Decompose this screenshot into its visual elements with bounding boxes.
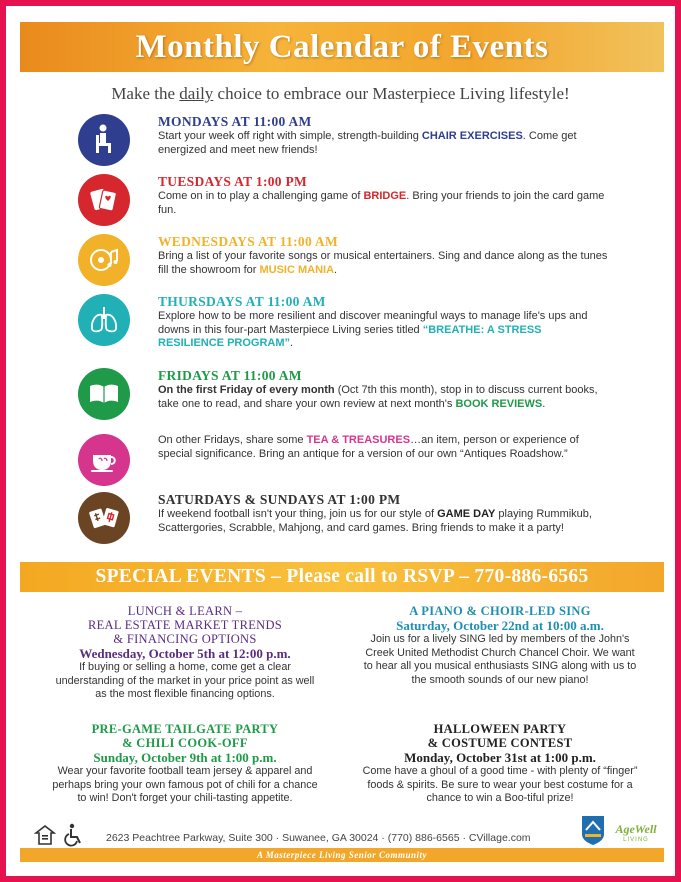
tagline-after: choice to embrace our Masterpiece Living lifestyle! [213,84,570,103]
title-line: PRE-GAME TAILGATE PARTY [91,722,279,736]
music-record-icon [78,234,130,286]
event-thursday [78,294,638,350]
playing-cards-icon [78,174,130,226]
event-body [158,310,608,351]
event-body-post: . [290,337,294,349]
special-event-piano-sing [360,604,640,687]
event-body [158,130,608,157]
event-heading: TUESDAYS AT 1:00 PM [158,174,308,189]
title-line: A PIANO & CHOIR-LED SING [409,604,591,618]
event-text [158,434,608,461]
event-monday [78,114,638,170]
event-body-pre: Start your week off right with simple, strength-building [158,130,422,142]
title-line: REAL ESTATE MARKET TRENDS [87,618,283,632]
special-event-body: Wear your favorite football team jersey & apparel and perhaps bring your own famous pot of chili for a chance to win! Don't forget your chili-tasting appetite. [52,765,318,804]
chair-exercise-icon [78,114,130,166]
event-highlight: TEA & TREASURES [306,434,411,446]
event-heading: MONDAYS AT 11:00 AM [158,114,312,129]
title-line: LUNCH & LEARN – [127,604,243,618]
special-event-date: Sunday, October 9th at 1:00 p.m. [93,750,277,765]
event-text [158,114,608,157]
special-event-date: Saturday, October 22nd at 10:00 a.m. [396,618,604,633]
special-event-body: Join us for a lively SING led by members of the John's Creek United Methodist Church Chancel Choir. We want to hear all you musical enthusiasts SING along with us to the smooth sounds of our new piano! [363,633,637,686]
event-body-pre: Explore how to be more resilient and discover meaningful ways to manage life's ups and downs in this four-part Masterpiece Living series titled [158,310,588,336]
wheelchair-accessible-icon [62,823,84,847]
event-highlight: “BREATHE: A STRESS RESILIENCE PROGRAM” [158,323,542,349]
event-friday [78,368,638,424]
special-event-title [50,604,320,646]
event-text [158,234,608,277]
flyer-page [6,6,675,876]
event-body-pre: (Oct 7th this month), stop in to discuss current books, take one to read, and share your own review at next month's [158,384,598,410]
title-line: HALLOWEEN PARTY [433,722,567,736]
event-heading: THURSDAYS AT 11:00 AM [158,294,326,309]
event-body [158,190,608,217]
special-event-lunch-learn [50,604,320,702]
mahjong-tiles-icon [78,492,130,544]
event-heading: WEDNESDAYS AT 11:00 AM [158,234,339,249]
bottom-strip-text: A Masterpiece Living Senior Community [256,850,427,860]
event-highlight: BOOK REVIEWS [455,397,543,410]
event-other-fridays [78,434,638,490]
event-highlight: MUSIC MANIA [259,263,335,276]
special-event-tailgate [50,722,320,806]
community-crest-icon [580,814,606,846]
title-line: & FINANCING OPTIONS [113,632,257,646]
tagline-before: Make the [111,84,180,103]
event-text [158,492,608,535]
title-banner [20,22,664,72]
equal-housing-icon [34,824,56,846]
event-body-pre: Bring a list of your favorite songs or musical entertainers. Sing and dance along as the tunes fill the showroom for [158,250,608,276]
event-text [158,174,608,217]
lungs-icon [78,294,130,346]
event-body [158,384,608,411]
title-line: & COSTUME CONTEST [427,736,573,750]
special-events-heading: SPECIAL EVENTS – Please call to RSVP – 770-886-6565 [95,566,589,587]
event-weekends [78,492,638,548]
event-body-post: playing Rummikub, Scattergories, Scrabble, Mahjong, and card games. Bring friends to make it a party! [158,508,592,534]
special-event-title [50,722,320,750]
event-body [158,250,608,277]
event-body-post: . Come get energized and meet new friends! [158,130,577,156]
event-body-post: . Bring your friends to join the card game fun. [158,190,605,216]
special-events-banner [20,562,664,592]
title-line: & CHILI COOK-OFF [122,736,248,750]
event-text [158,368,608,411]
bottom-strip [20,848,664,862]
agewell-logo-text: AgeWell [615,822,657,836]
event-heading: FRIDAYS AT 11:00 AM [158,368,302,383]
special-event-body: If buying or selling a home, come get a clear understanding of the market in your price point as well as the most flexible financing options. [55,661,315,700]
event-body-post: . [542,397,546,410]
event-body-post: . [334,263,338,276]
special-event-date: Wednesday, October 5th at 12:00 p.m. [79,646,291,661]
event-body-pre: If weekend football isn't your thing, join us for our style of [158,508,438,520]
agewell-logo [610,822,662,843]
event-highlight: BRIDGE [363,190,407,202]
event-text [158,294,608,351]
event-wednesday [78,234,638,290]
special-event-title [360,604,640,618]
footer-address: 2623 Peachtree Parkway, Suite 300 · Suwanee, GA 30024 · (770) 886-6565 · CVillage.com [106,832,531,844]
agewell-logo-sub: LIVING [623,837,649,843]
special-event-body: Come have a ghoul of a good time - with plenty of “finger” foods & spirits. Be sure to wear your best costume for a chance to win a Boo-tiful prize! [362,765,638,804]
event-body [158,434,608,461]
event-body [158,508,608,535]
special-event-halloween [360,722,640,806]
event-highlight: CHAIR EXERCISES [421,130,523,142]
event-body-post: …an item, person or experience of special significance. Bring an antique for a version of our own “Antiques Roadshow.” [158,434,579,460]
event-tuesday [78,174,638,230]
tagline-underlined: daily [179,84,214,103]
event-body-pre: Come on in to play a challenging game of [158,190,364,202]
special-event-date: Monday, October 31st at 1:00 p.m. [404,750,596,765]
event-body-pre: On other Fridays, share some [158,434,307,446]
open-book-icon [78,368,130,420]
event-body-lead: On the first Friday of every month [158,384,335,396]
special-event-title [360,722,640,750]
tagline [6,84,675,104]
event-highlight: GAME DAY [437,508,496,520]
page-title: Monthly Calendar of Events [135,28,549,65]
teacup-icon [78,434,130,486]
event-heading: SATURDAYS & SUNDAYS AT 1:00 PM [158,492,401,507]
